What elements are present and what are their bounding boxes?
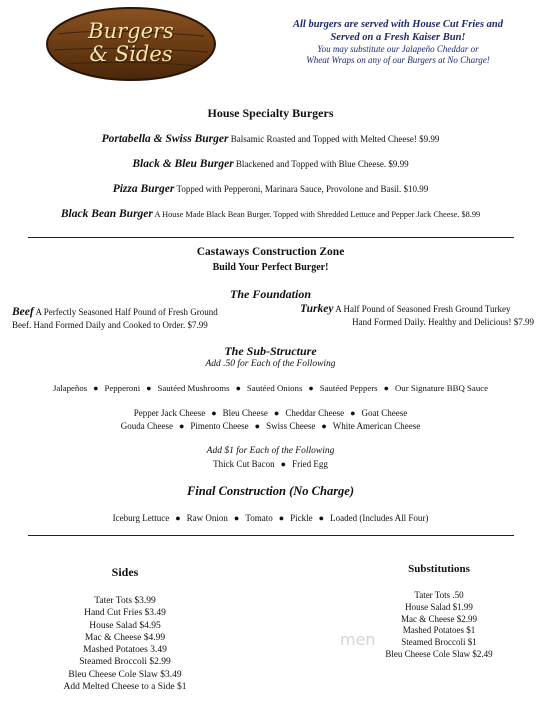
bullet-icon: ●	[233, 513, 240, 523]
burger-item	[0, 208, 541, 220]
cheese-item: Pimento Cheese	[190, 421, 249, 431]
list-item: Bleu Cheese Cole Slaw $2.49	[385, 648, 493, 659]
turkey-line-1: A Half Pound of Seasoned Fresh Ground Turkey	[335, 304, 511, 314]
turkey-foundation	[300, 303, 538, 329]
turkey-price: $7.99	[513, 317, 534, 327]
beef-line-2: Beef. Hand Formed Daily and Cooked to Order.	[12, 320, 186, 330]
bullet-icon: ●	[350, 408, 356, 418]
beef-price: $7.99	[187, 320, 208, 330]
burger-name: Portabella & Swiss Burger	[101, 133, 229, 145]
list-item: Tater Tots $3.99	[94, 596, 156, 606]
bullet-icon: ●	[278, 513, 285, 523]
bullet-icon: ●	[211, 408, 217, 418]
beef-line-1: A Perfectly Seasoned Half Pound of Fresh Ground	[35, 307, 218, 317]
burger-desc: Blackened and Topped with Blue Cheese.	[235, 159, 387, 169]
list-item: Steamed Broccoli $1	[401, 637, 477, 648]
sides-list	[40, 566, 210, 693]
list-item: House Salad $1.99	[405, 601, 473, 612]
turkey-name: Turkey	[300, 303, 334, 315]
bullet-icon: ●	[273, 408, 280, 418]
cheese-item: Pepper Jack Cheese	[133, 408, 206, 418]
burger-item	[0, 158, 541, 170]
bullet-icon: ●	[146, 383, 152, 393]
topping-item: Pepperoni	[104, 383, 141, 393]
cheese-item: Bleu Cheese	[222, 408, 268, 418]
burger-desc: Balsamic Roasted and Topped with Melted Cheese!	[230, 134, 417, 144]
burger-price: $9.99	[419, 134, 440, 144]
bullet-icon: ●	[280, 459, 287, 469]
final-item: Tomato	[245, 513, 273, 523]
list-item: Bleu Cheese Cole Slaw $3.49	[68, 669, 182, 680]
list-item: House Salad $4.95	[89, 620, 161, 631]
intro-line-4: Wheat Wraps on any of our Burgers at No Charge!	[306, 55, 490, 65]
burger-price: $9.99	[388, 159, 409, 169]
final-construction-title: Final Construction (No Charge)	[186, 484, 355, 498]
divider	[28, 237, 514, 238]
burger-name: Black & Bleu Burger	[132, 158, 234, 170]
topping-item: Sautéed Onions	[246, 383, 303, 393]
topping-item: Our Signature BBQ Sauce	[394, 383, 489, 393]
list-item: Hand Cut Fries $3.49	[84, 608, 166, 619]
divider	[28, 535, 514, 536]
premium-row	[0, 459, 541, 469]
toppings-row	[0, 383, 541, 393]
bullet-icon: ●	[175, 513, 181, 523]
intro-line-2: Served on a Fresh Kaiser Bun!	[330, 32, 466, 43]
premium-item: Thick Cut Bacon	[213, 459, 275, 469]
cheese-row	[0, 408, 541, 418]
substructure-title: The Sub-Structure	[224, 344, 317, 358]
cheese-item: White American Cheese	[332, 421, 421, 431]
final-item: Pickle	[290, 513, 313, 523]
substitutions-title: Substitutions	[408, 563, 470, 575]
topping-item: Sautéed Mushrooms	[157, 383, 230, 393]
premium-item: Fried Egg	[292, 459, 328, 469]
foundation-title: The Foundation	[229, 287, 312, 301]
add-1-note: Add $1 for Each of the Following	[206, 446, 335, 456]
logo-line-2: & Sides	[89, 42, 173, 66]
burger-price: $8.99	[461, 210, 481, 219]
bullet-icon: ●	[178, 421, 185, 431]
intro-note	[262, 18, 534, 66]
burger-desc: A House Made Black Bean Burger. Topped with Shredded Lettuce and Pepper Jack Cheese.	[154, 210, 460, 219]
watermark	[340, 630, 400, 652]
list-item: Mac & Cheese $4.99	[84, 632, 166, 643]
bullet-icon: ●	[93, 383, 99, 393]
list-item: Tater Tots .50	[414, 590, 464, 600]
sides-title: Sides	[111, 565, 139, 579]
cheese-item: Goat Cheese	[361, 408, 408, 418]
cheese-item: Swiss Cheese	[266, 421, 316, 431]
burger-item	[0, 133, 541, 145]
intro-line-1: All burgers are served with House Cut Fries and	[292, 19, 504, 30]
bullet-icon: ●	[318, 513, 325, 523]
beef-name: Beef	[12, 306, 34, 318]
burger-item	[0, 183, 541, 195]
add-50-note: Add .50 for Each of the Following	[205, 359, 336, 369]
bullet-icon: ●	[235, 383, 241, 393]
list-item: Mashed Potatoes 3.49	[83, 645, 167, 656]
cheese-row	[0, 421, 541, 431]
list-item: Mac & Cheese $2.99	[401, 613, 477, 624]
bullet-icon: ●	[254, 421, 261, 431]
burgers-sides-logo	[46, 6, 216, 82]
bullet-icon: ●	[383, 383, 389, 393]
construction-title: Castaways Construction Zone	[196, 246, 345, 258]
watermark-text: men	[340, 630, 376, 649]
topping-item: Sautéed Peppers	[319, 383, 378, 393]
final-item: Loaded (Includes All Four)	[330, 513, 429, 523]
cheese-item: Gouda Cheese	[120, 421, 173, 431]
bullet-icon: ●	[308, 383, 314, 393]
bullet-icon: ●	[321, 421, 327, 431]
topping-item: Jalapeños	[52, 383, 88, 393]
logo-line-1: Burgers	[88, 19, 174, 43]
construction-subtitle: Build Your Perfect Burger!	[212, 262, 329, 273]
burger-price: $10.99	[403, 184, 429, 194]
intro-line-3: You may substitute our Jalapeño Cheddar or	[317, 44, 479, 54]
specialty-title: House Specialty Burgers	[207, 106, 334, 120]
beef-foundation	[12, 306, 272, 332]
final-item: Iceburg Lettuce	[112, 513, 170, 523]
burger-desc: Topped with Pepperoni, Marinara Sauce, Provolone and Basil.	[176, 184, 402, 194]
final-row	[0, 513, 541, 523]
list-item: Mashed Potatoes $1	[402, 625, 476, 636]
turkey-line-2: Hand Formed Daily. Healthy and Delicious!	[352, 317, 512, 327]
final-item: Raw Onion	[186, 513, 228, 523]
list-item: Steamed Broccoli $2.99	[79, 657, 171, 668]
burger-name: Pizza Burger	[112, 183, 175, 195]
burger-name: Black Bean Burger	[60, 208, 153, 220]
cheese-item: Cheddar Cheese	[285, 408, 345, 418]
list-item: Add Melted Cheese to a Side $1	[63, 682, 187, 693]
